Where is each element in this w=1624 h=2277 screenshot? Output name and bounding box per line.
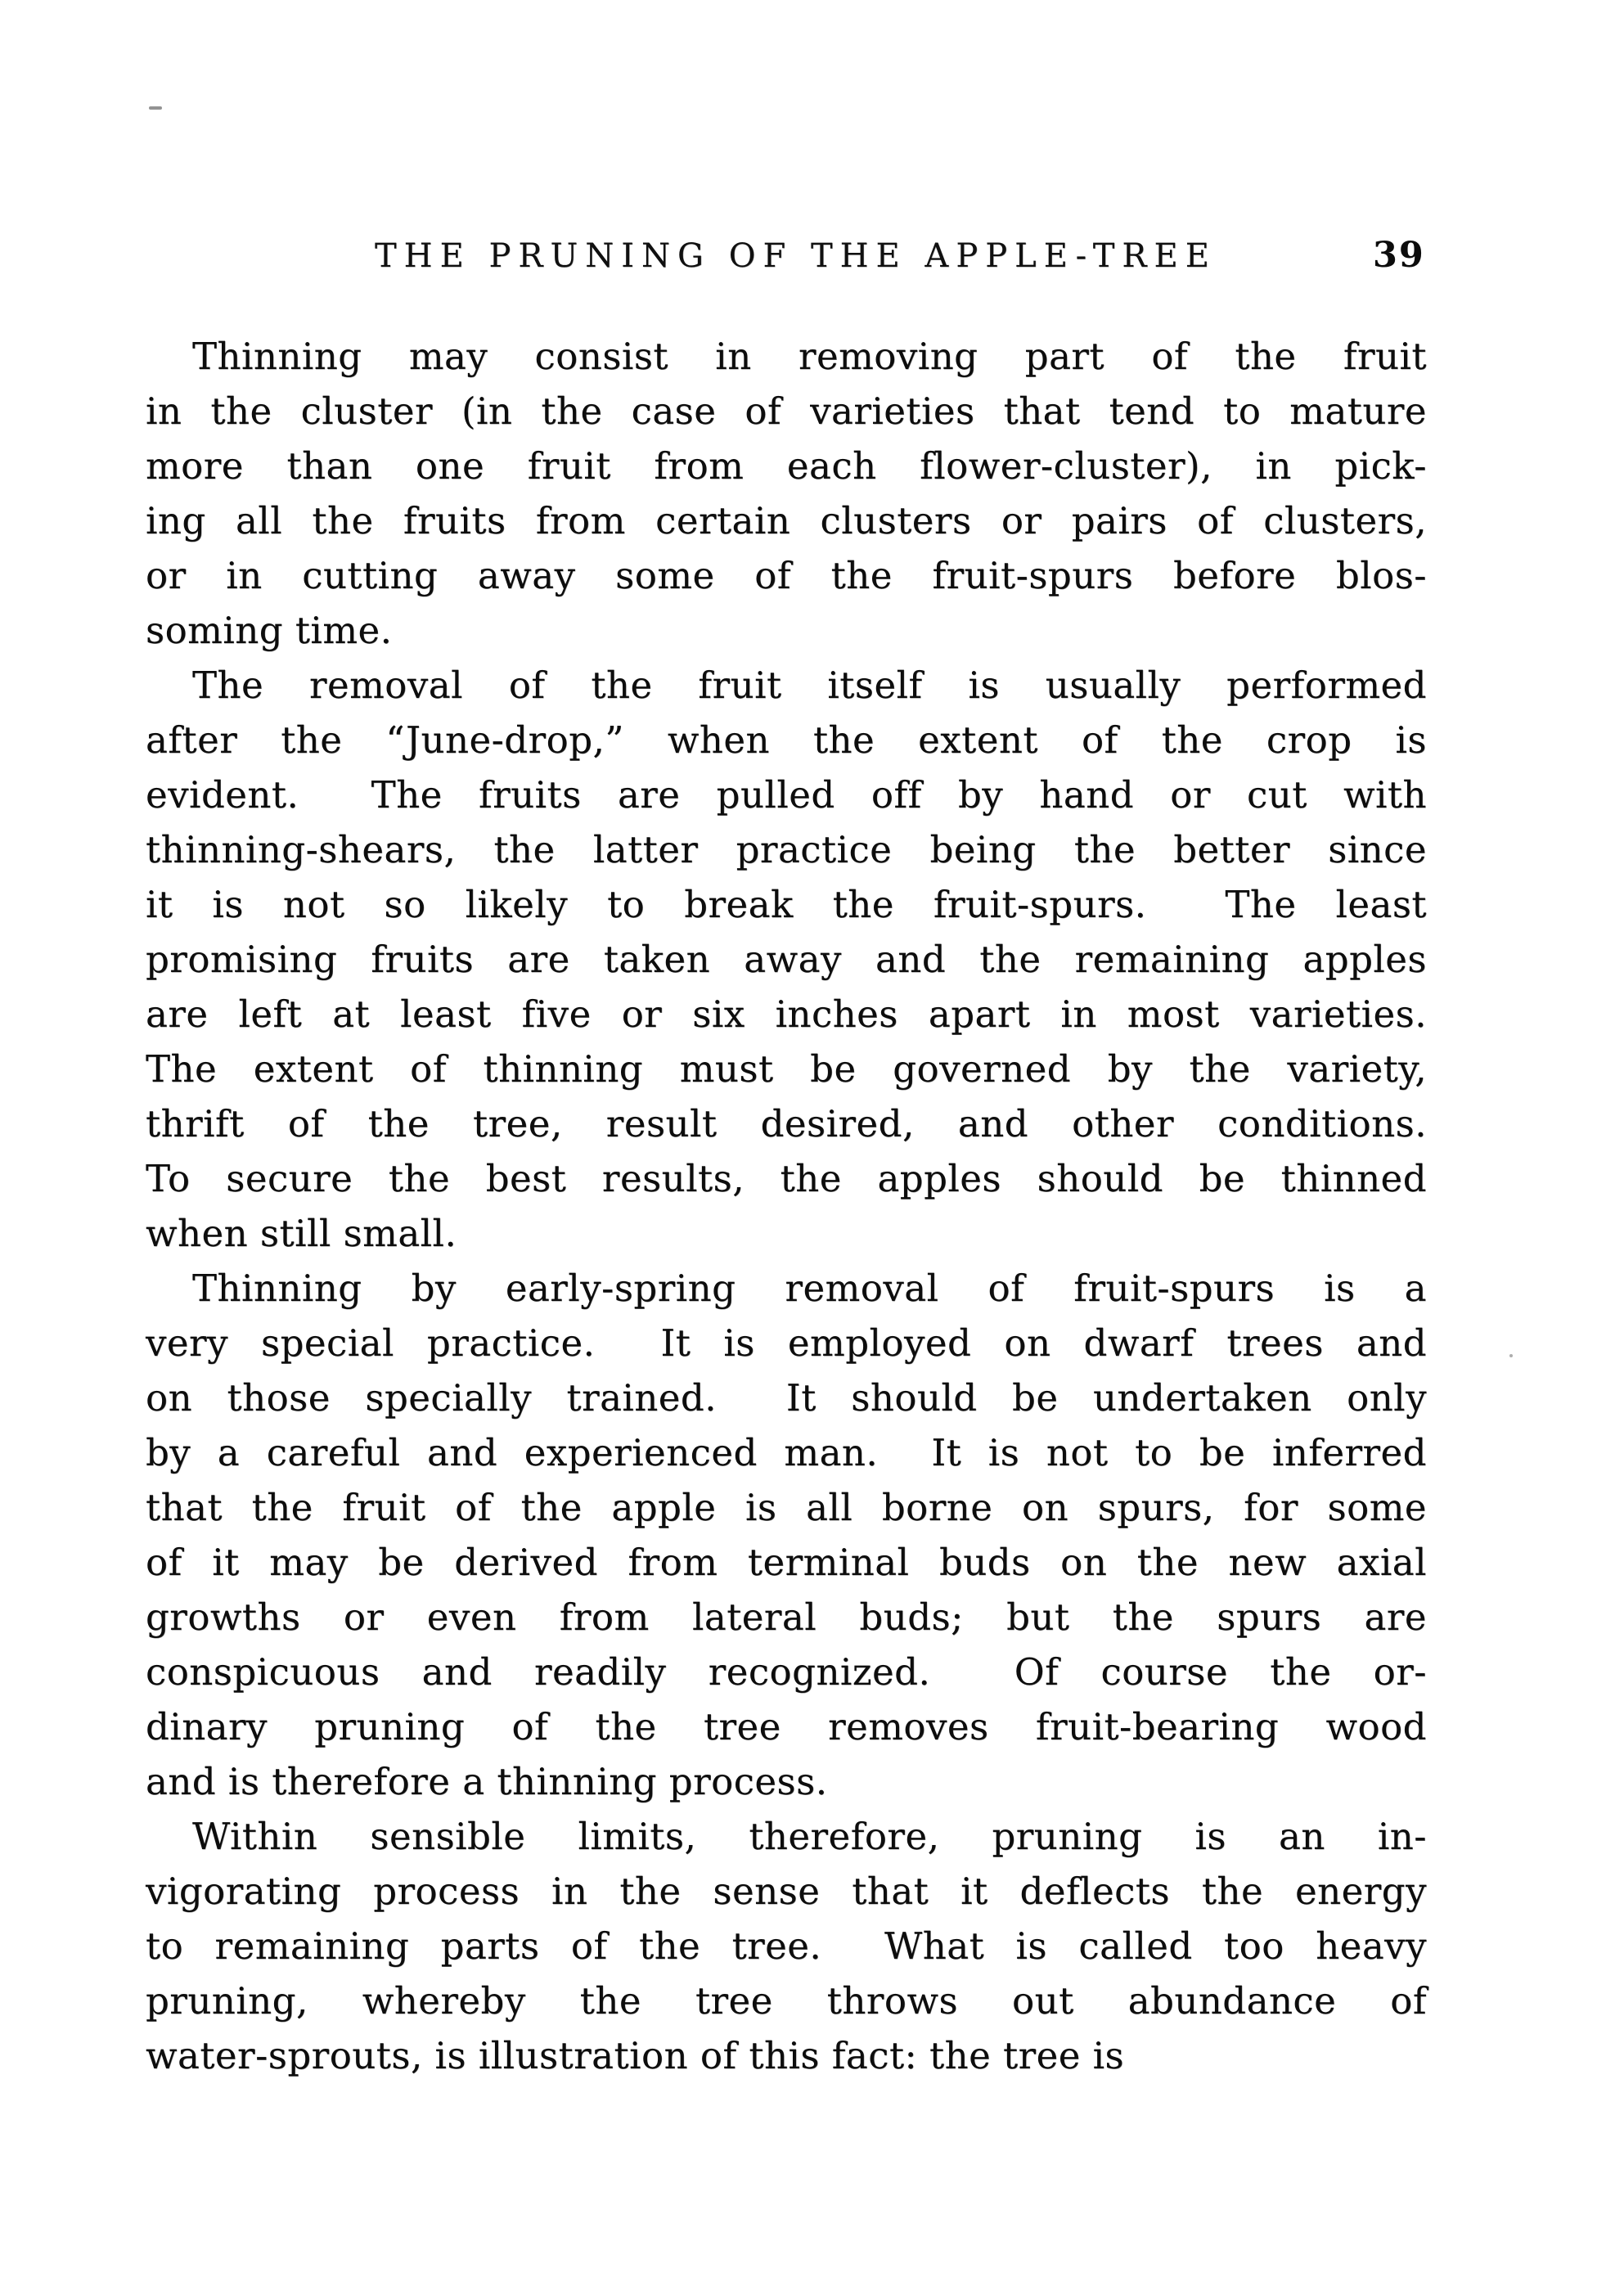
text-line: thinning-shears, the latter practice being the better since (146, 828, 1427, 871)
text-line: more than one fruit from each flower-cluster), in pick- (146, 444, 1427, 488)
text-line: dinary pruning of the tree removes fruit-bearing wood (146, 1705, 1427, 1748)
text-line: soming time. (146, 609, 393, 652)
text-line: thrift of the tree, result desired, and other conditions. (146, 1102, 1427, 1145)
text-line: to remaining parts of the tree. What is called too heavy (146, 1924, 1427, 1968)
text-line: ing all the fruits from certain clusters or pairs of clusters, (146, 499, 1427, 542)
paragraph (146, 1809, 1427, 2083)
body-text (146, 329, 1427, 2083)
text-line: vigorating process in the sense that it deflects the energy (146, 1870, 1427, 1913)
text-line: in the cluster (in the case of varieties that tend to mature (146, 389, 1427, 433)
text-line: conspicuous and readily recognized. Of course the or- (146, 1650, 1427, 1694)
text-line: The removal of the fruit itself is usually performed (192, 664, 1427, 707)
page-number: 39 (1373, 235, 1425, 276)
text-line: very special practice. It is employed on dwarf trees and (146, 1321, 1427, 1365)
text-line: that the fruit of the apple is all borne on spurs, for some (146, 1486, 1427, 1529)
text-line: or in cutting away some of the fruit-spurs before blos- (146, 554, 1427, 597)
text-line: evident. The fruits are pulled off by hand or cut with (146, 773, 1427, 817)
scan-artifact-dash (149, 106, 162, 110)
text-line: when still small. (146, 1212, 457, 1255)
paragraph (146, 1261, 1427, 1809)
text-line: on those specially trained. It should be undertaken only (146, 1376, 1427, 1420)
text-line: are left at least five or six inches apart in most varieties. (146, 992, 1427, 1036)
text-line: promising fruits are taken away and the remaining apples (146, 938, 1427, 981)
text-line: growths or even from lateral buds; but the spurs are (146, 1595, 1427, 1639)
text-line: pruning, whereby the tree throws out abundance of (146, 1979, 1427, 2023)
paragraph (146, 658, 1427, 1261)
paragraph (146, 329, 1427, 658)
text-line: Within sensible limits, therefore, pruning is an in- (192, 1815, 1427, 1858)
text-line: it is not so likely to break the fruit-spurs. The least (146, 883, 1427, 926)
text-line: water-sprouts, is illustration of this fact: the tree is (146, 2034, 1125, 2077)
scan-artifact-dot (1509, 1354, 1513, 1357)
text-line: The extent of thinning must be governed by the variety, (146, 1047, 1427, 1091)
page-title: THE PRUNING OF THE APPLE-TREE (375, 237, 1217, 275)
text-line: of it may be derived from terminal buds on the new axial (146, 1541, 1427, 1584)
text-line: by a careful and experienced man. It is not to be inferred (146, 1431, 1427, 1474)
text-line: Thinning may consist in removing part of the fruit (192, 335, 1427, 378)
text-line: after the “June-drop,” when the extent of the crop is (146, 718, 1427, 762)
text-line: To secure the best results, the apples should be thinned (146, 1157, 1427, 1200)
text-line: and is therefore a thinning process. (146, 1760, 828, 1803)
text-line: Thinning by early-spring removal of fruit-spurs is a (192, 1267, 1427, 1310)
